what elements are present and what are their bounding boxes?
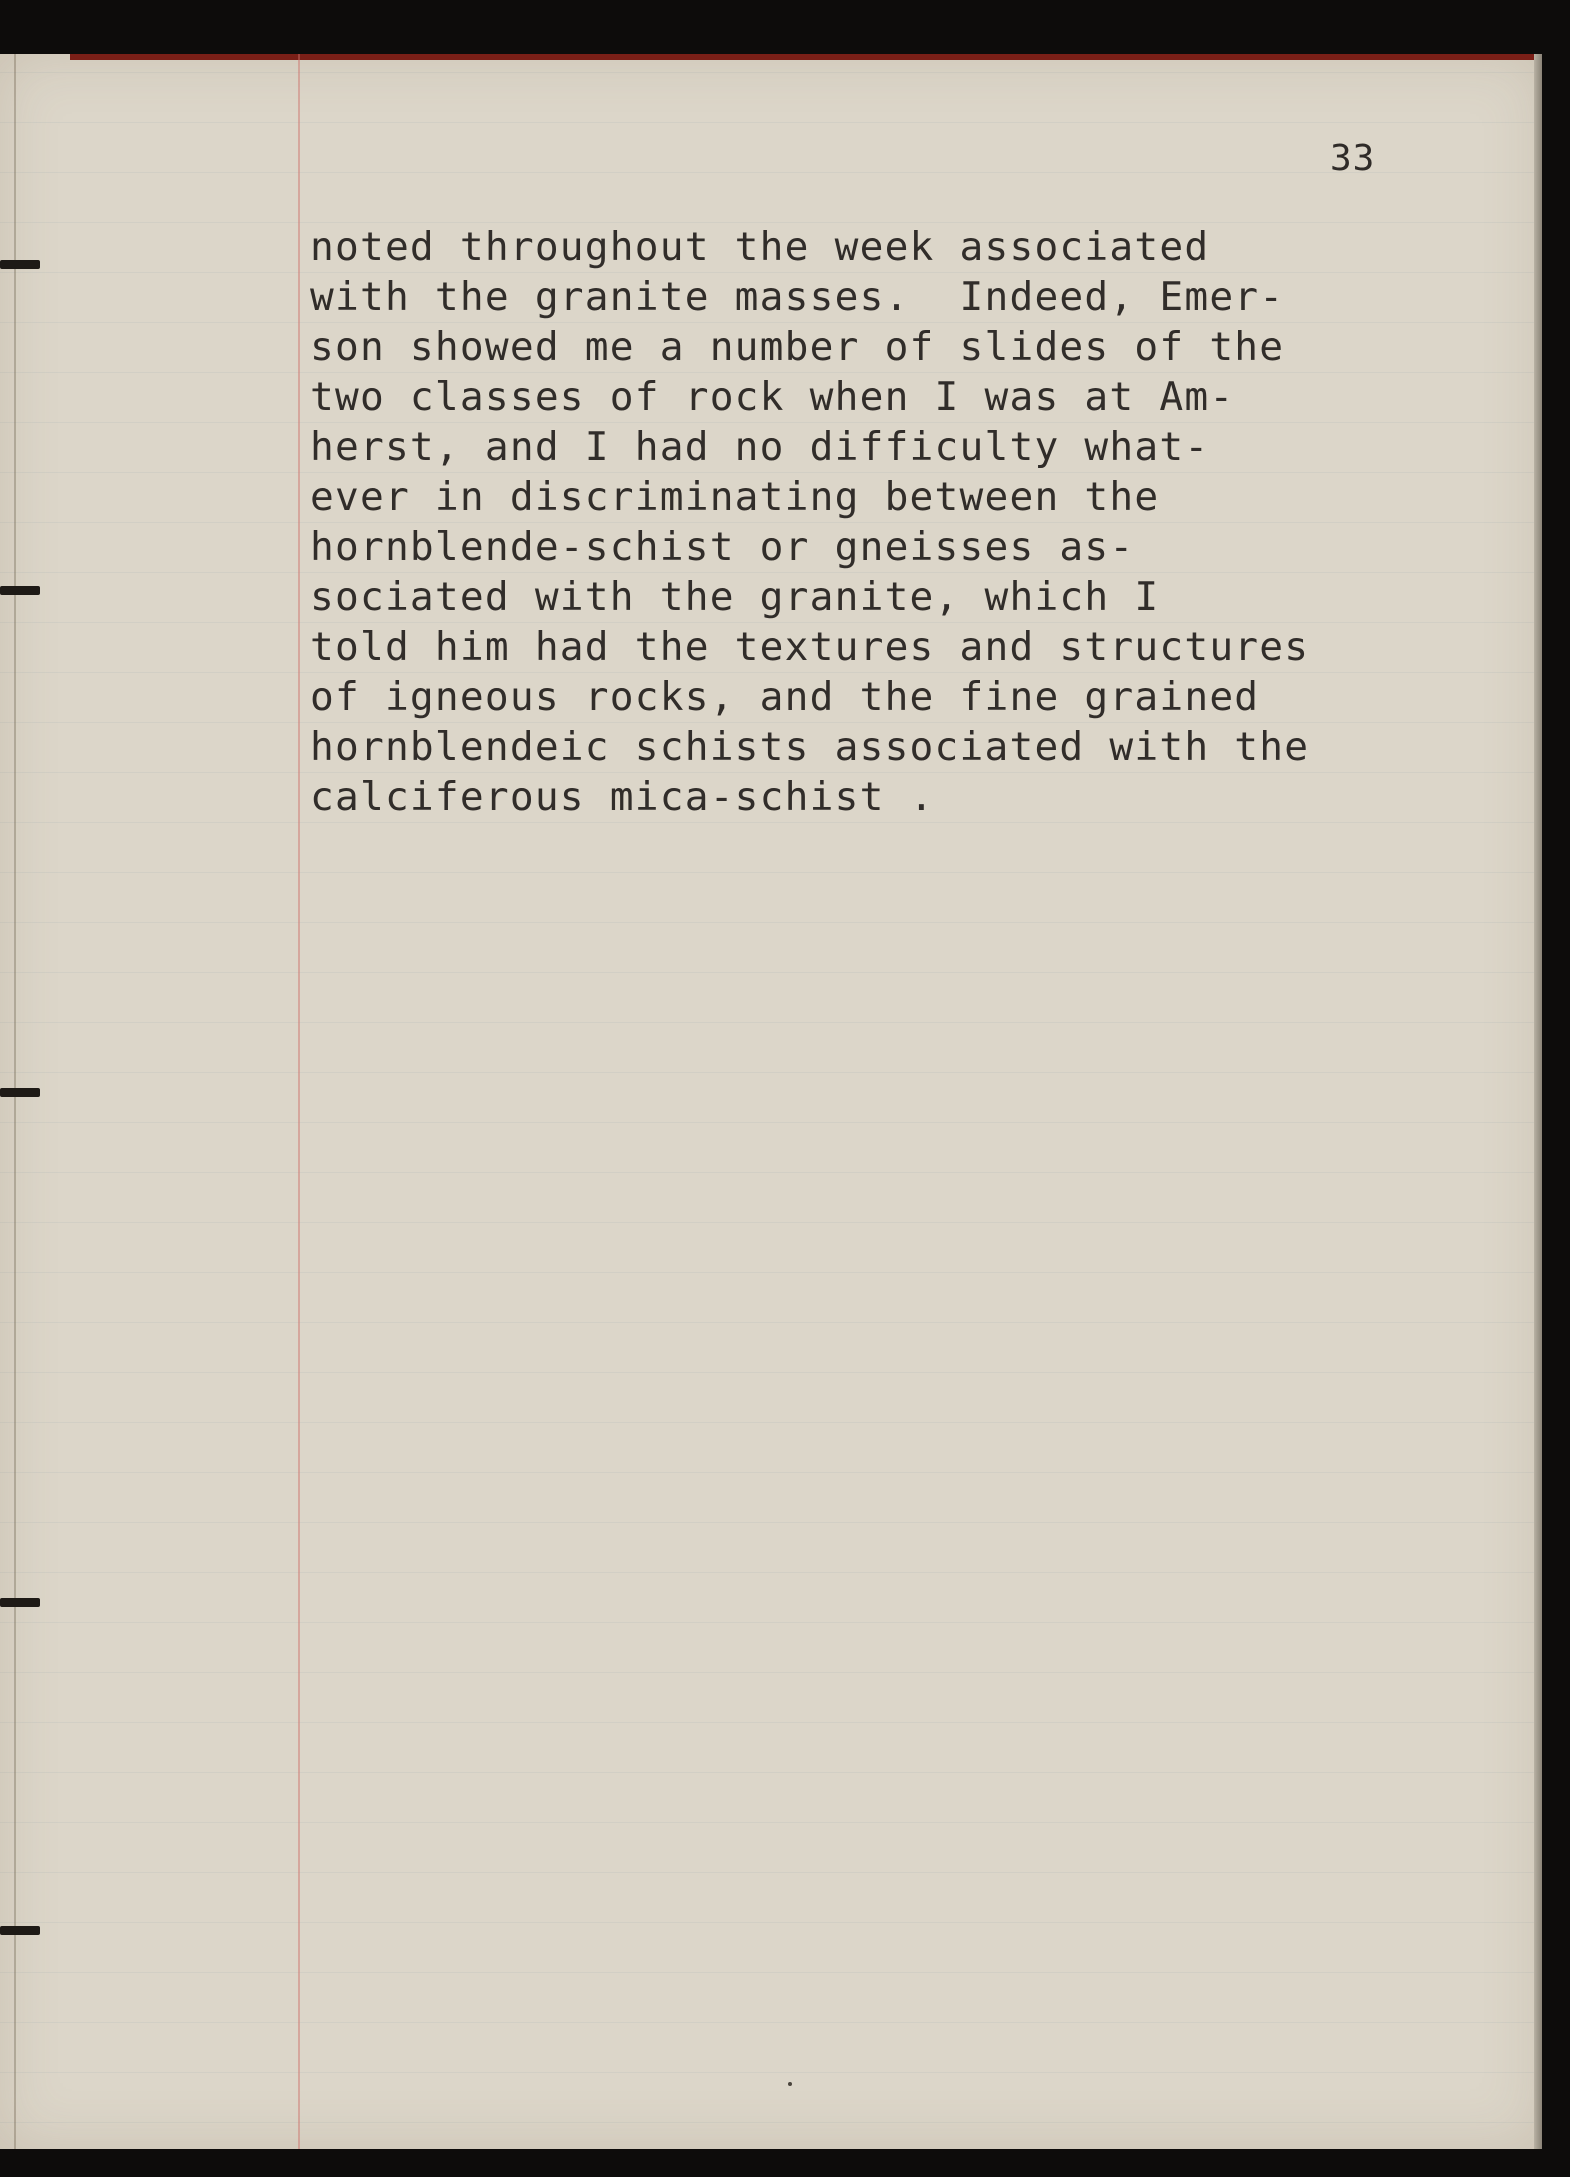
binding-staple <box>0 260 40 269</box>
text-line: ever in discriminating between the <box>310 474 1160 520</box>
text-line: told him had the textures and structures <box>310 624 1310 670</box>
text-line: hornblendeic schists associated with the <box>310 724 1310 770</box>
text-line: two classes of rock when I was at Am- <box>310 374 1235 420</box>
text-line: with the granite masses. Indeed, Emer- <box>310 274 1285 320</box>
paper-speck <box>788 2082 792 2086</box>
typed-text-block <box>310 222 1540 822</box>
binding-staple <box>0 586 40 595</box>
text-line: son showed me a number of slides of the <box>310 324 1285 370</box>
text-line: of igneous rocks, and the fine grained <box>310 674 1260 720</box>
text-line: herst, and I had no difficulty what- <box>310 424 1210 470</box>
text-line: calciferous mica-schist . <box>310 774 935 820</box>
text-line: sociated with the granite, which I <box>310 574 1160 620</box>
notebook-paper <box>0 54 1542 2149</box>
binding-fold <box>14 54 16 2149</box>
red-margin-line <box>298 54 300 2149</box>
binding-staple <box>0 1926 40 1935</box>
binding-staple <box>0 1088 40 1097</box>
text-line: noted throughout the week associated <box>310 224 1210 270</box>
page-number: 33 <box>1330 138 1376 179</box>
red-page-edge <box>70 54 1542 60</box>
text-line: hornblende-schist or gneisses as- <box>310 524 1135 570</box>
binding-staple <box>0 1598 40 1607</box>
